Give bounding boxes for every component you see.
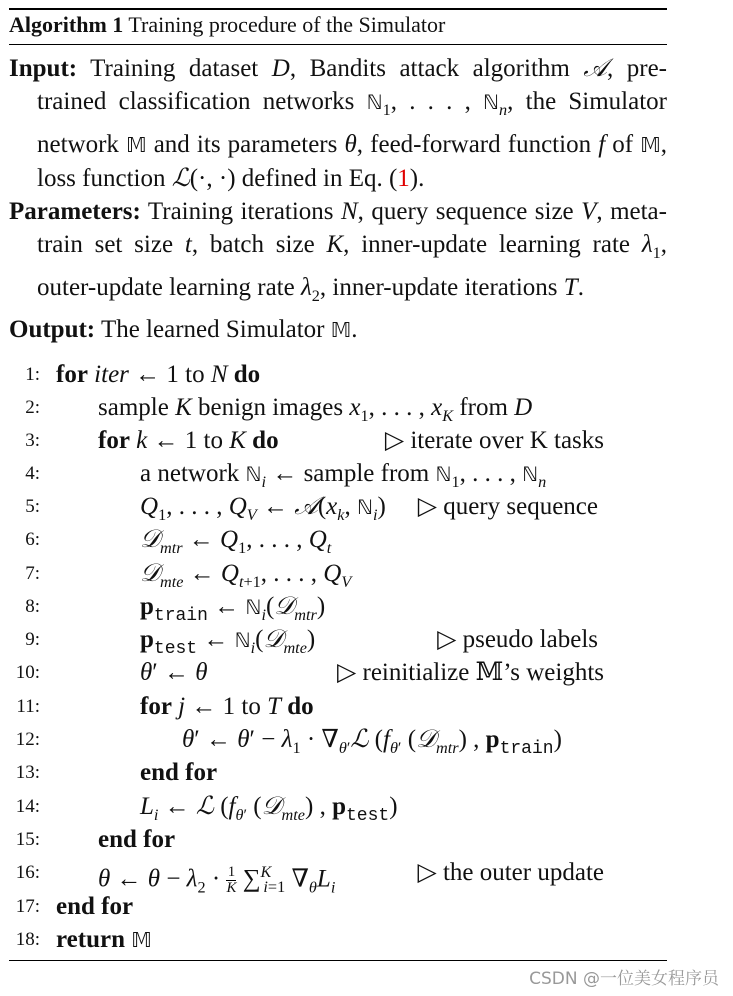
algorithm-line: 11: for j ← 1 to T do bbox=[0, 690, 670, 723]
algorithm-line: 14: $L_i$ ← ℒ ($f_{\theta'}$ (𝒟$_{mte}$) , $p_{test}$) bbox=[0, 790, 670, 823]
algorithm-line: 2: sample K benign images $x_1$, . . . , $x_K$ from D bbox=[0, 391, 670, 424]
line-number: 10: bbox=[15, 662, 40, 683]
algorithm-header bbox=[9, 52, 667, 347]
algorithm-line: 12: θ′ ← $\theta' - \lambda_1$ · $\nabla_{\theta'}ℒ$ ($f_{\theta'}$ (𝒟$_{mtr}$) , $p_{train}$) bbox=[0, 723, 670, 756]
line-number: 15: bbox=[15, 829, 40, 850]
algorithm-line: 16: θ ← $\theta - \lambda_2$ · $\frac{1}{K}$ ∑$^K_{i=1}$ $\nabla_\theta L_i$ ▷ the outer update bbox=[0, 856, 670, 889]
algorithm-line: 5: $Q_1$, . . . , $Q_V$ ← $𝒜(x_k$, ℕ$_i$) ▷ query sequence bbox=[0, 490, 670, 523]
line-number: 12: bbox=[15, 729, 40, 750]
algorithm-line: 18: return 𝕄 bbox=[0, 923, 670, 956]
algorithm-line: 10: θ′ ← θ ▷ reinitialize 𝕄’s weights bbox=[0, 656, 670, 689]
line-number: 2: bbox=[25, 397, 40, 418]
algorithm-line: 4: a network ℕ$_i$ ← sample from ℕ$_1$, . . . , ℕ$_n$ bbox=[0, 457, 670, 490]
line-number: 7: bbox=[25, 563, 40, 584]
line-number: 13: bbox=[15, 762, 40, 783]
top-rule bbox=[9, 8, 667, 10]
line-comment: ▷ iterate over K tasks bbox=[384, 427, 604, 454]
algorithm-line: 17: end for bbox=[0, 890, 670, 923]
line-number: 8: bbox=[25, 596, 40, 617]
algorithm-line: 9: $p_{test}$ ← ℕ$_i$(𝒟$_{mte}$) ▷ pseudo labels bbox=[0, 623, 670, 656]
line-comment: ▷ the outer update bbox=[417, 859, 604, 886]
line-number: 1: bbox=[25, 364, 40, 385]
line-number: 4: bbox=[25, 463, 40, 484]
line-number: 3: bbox=[25, 430, 40, 451]
output-label: Output: bbox=[9, 316, 96, 344]
line-number: 17: bbox=[15, 896, 40, 917]
equation-link[interactable]: 1 bbox=[397, 164, 410, 192]
algorithm-line: 7: 𝒟$_{mte}$ ← $Q_{t+1}$, . . . , $Q_V$ bbox=[0, 557, 670, 590]
algorithm-line: 15: end for bbox=[0, 823, 670, 856]
line-comment: ▷ reinitialize 𝕄’s weights bbox=[337, 659, 604, 686]
algorithm-line: 8: $p_{train}$ ← ℕ$_i$(𝒟$_{mtr}$) bbox=[0, 590, 670, 623]
output-section: Output: The learned Simulator 𝕄. bbox=[9, 316, 358, 344]
line-number: 18: bbox=[15, 929, 40, 950]
algorithm-title: Training procedure of the Simulator bbox=[128, 12, 446, 37]
line-number: 5: bbox=[25, 496, 40, 517]
watermark: CSDN @一位美女程序员 bbox=[529, 969, 719, 989]
algorithm-line: 13: end for bbox=[0, 756, 670, 789]
algorithm-line: 6: 𝒟$_{mtr}$ ← $Q_1$, . . . , $Q_t$ bbox=[0, 523, 670, 556]
line-number: 16: bbox=[15, 862, 40, 883]
caption-rule bbox=[9, 44, 667, 45]
line-comment: ▷ pseudo labels bbox=[437, 626, 598, 653]
input-label: Input: bbox=[9, 55, 78, 82]
algorithm-caption bbox=[9, 12, 445, 38]
line-comment: ▷ query sequence bbox=[417, 493, 598, 520]
line-number: 11: bbox=[16, 696, 40, 717]
line-number: 6: bbox=[25, 529, 40, 550]
parameters-section: Parameters: Training iterations N, query sequence size V, meta-train set size t, batch size K, inner-update learning rate $\lambda_1$, outer-update learning rate $\lambda_2$, inner-update iterations T. bbox=[9, 198, 668, 305]
algorithm-line: 3: for k ← 1 to K do ▷ iterate over K tasks bbox=[0, 424, 670, 457]
algorithm-line: 1: for iter ← 1 to N do bbox=[0, 358, 670, 391]
parameters-label: Parameters: bbox=[9, 198, 141, 226]
line-number: 14: bbox=[15, 796, 40, 817]
bottom-rule bbox=[9, 960, 667, 961]
input-section: Input: Training dataset D, Bandits attack algorithm 𝒜, pre-trained classification networks ℕ$_1$, . . . , ℕ$_n$, the Simulator network 𝕄 and its parameters θ, feed-forward function f of 𝕄, loss function ℒ(·, ·) defined in Eq. (1). bbox=[9, 55, 668, 192]
line-number: 9: bbox=[25, 629, 40, 650]
algorithm-label: Algorithm 1 bbox=[9, 12, 124, 37]
